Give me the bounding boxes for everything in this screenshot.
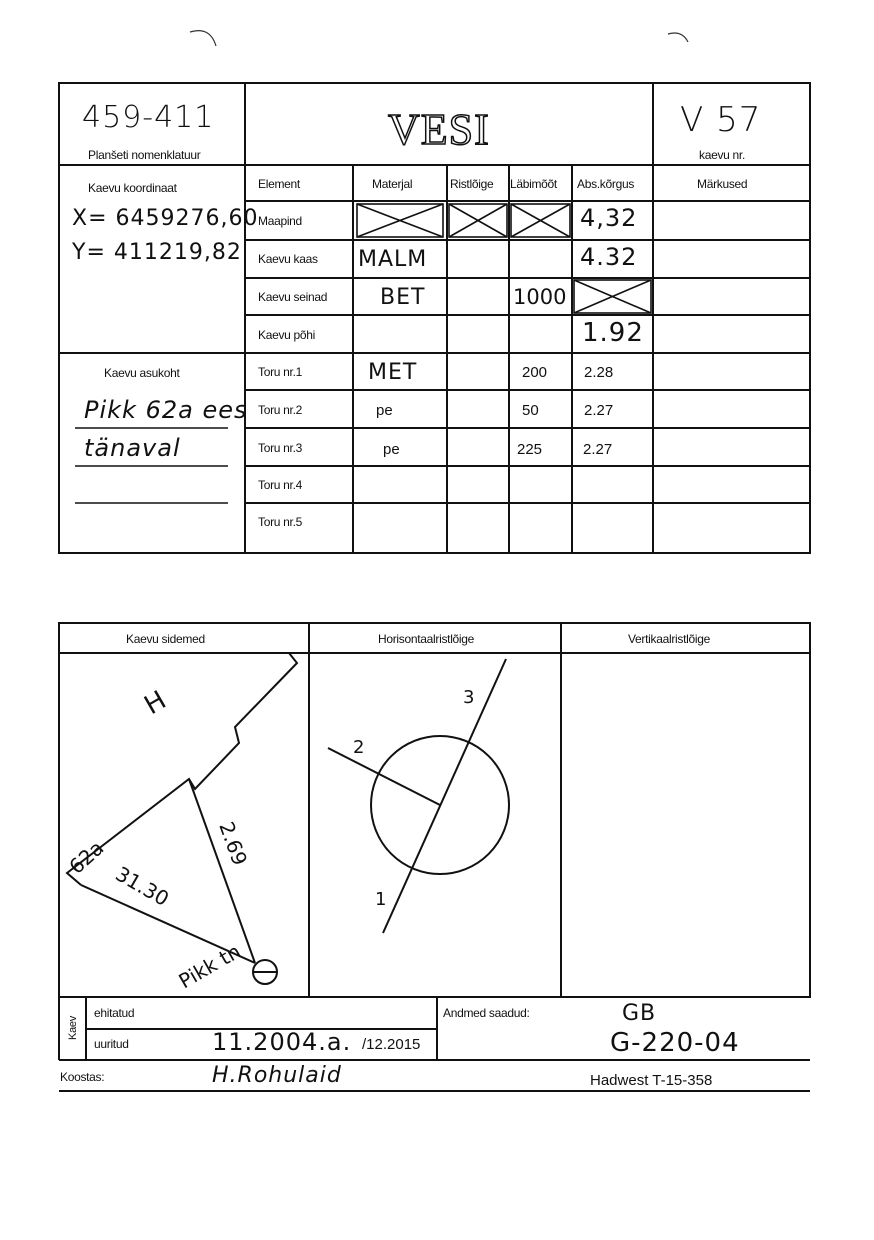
uuritud-label: uuritud [94,1037,129,1051]
abs-value: 2.27 [584,402,614,419]
x-coord: X= 6459276,60 [72,206,259,231]
reference-note: Hadwest T-15-358 [590,1072,713,1089]
material-value: BET [380,285,426,310]
row-element-label: Toru nr.4 [258,478,302,492]
diameter-value: 225 [517,441,543,458]
andmed-label: Andmed saadud: [443,1006,530,1020]
location-line1: Pikk 62a ees [84,396,248,424]
abs-value: 4.32 [580,243,638,271]
col-header-material: Materjal [372,177,413,191]
andmed-value-1: GB [622,1001,657,1026]
parcel-label: 62a [64,835,109,879]
top-form [0,0,874,560]
col-header-notes: Märkused [697,177,748,191]
col-header-element: Element [258,177,300,191]
diameter-value: 1000 [513,285,567,309]
row-element-label: Toru nr.3 [258,441,302,455]
well-number-label: kaevu nr. [699,148,745,162]
col-header-cross: Ristlõige [450,177,494,191]
coords-label: Kaevu koordinaat [88,181,177,195]
kaev-label: Kaev [67,1016,79,1040]
y-coord: Y= 411219,82 [72,240,242,265]
row-element-label: Toru nr.2 [258,403,302,417]
distance-label-2: 2.69 [214,818,253,869]
form-title: VESI [388,105,490,154]
row-element-label: Toru nr.5 [258,515,302,529]
abs-value: 1.92 [582,318,644,348]
diameter-value: 200 [522,364,548,381]
panel-header-horizontal: Horisontaalristlõige [378,632,475,646]
row-element-label: Toru nr.1 [258,365,302,379]
diameter-value: 50 [522,402,539,419]
horizontal-section [309,653,561,997]
distance-label-1: 31.30 [111,861,174,911]
uuritud-value: 11.2004.a. [212,1028,352,1056]
ehitatud-label: ehitatud [94,1006,135,1020]
connection-sketch [59,653,309,997]
material-value: MALM [358,247,428,272]
material-value: pe [376,402,393,419]
street-label: Pikk tn [174,938,245,994]
panel-header-vertical: Vertikaalristlõige [628,632,710,646]
planset-label: Planšeti nomenklatuur [88,148,201,162]
north-label: H [139,685,172,722]
pipe-label-3: 3 [463,687,475,708]
koostas-label: Koostas: [60,1070,105,1084]
location-line2: tänaval [84,434,181,462]
row-element-label: Maapind [258,214,302,228]
pipe-label-1: 1 [375,889,387,910]
abs-value: 4,32 [580,204,638,232]
koostas-value: H.Rohulaid [212,1063,342,1088]
row-element-label: Kaevu kaas [258,252,318,266]
row-element-label: Kaevu põhi [258,328,316,342]
andmed-value-2: G-220-04 [610,1028,740,1058]
material-value: pe [383,441,400,458]
top-form-grid [0,0,874,560]
abs-value: 2.27 [583,441,613,458]
planset-value: 459-411 [82,100,215,135]
panel-header-connections: Kaevu sidemed [126,632,205,646]
col-header-diameter: Läbimõõt [510,177,557,191]
well-number-value: V 57 [680,100,762,140]
location-label: Kaevu asukoht [104,366,180,380]
col-header-abs: Abs.kõrgus [577,177,635,191]
row-element-label: Kaevu seinad [258,290,328,304]
material-value: MET [368,360,418,385]
pipe-label-2: 2 [353,737,365,758]
abs-value: 2.28 [584,364,614,381]
bottom-form [0,600,874,1120]
uuritud-typed: /12.2015 [362,1036,421,1053]
